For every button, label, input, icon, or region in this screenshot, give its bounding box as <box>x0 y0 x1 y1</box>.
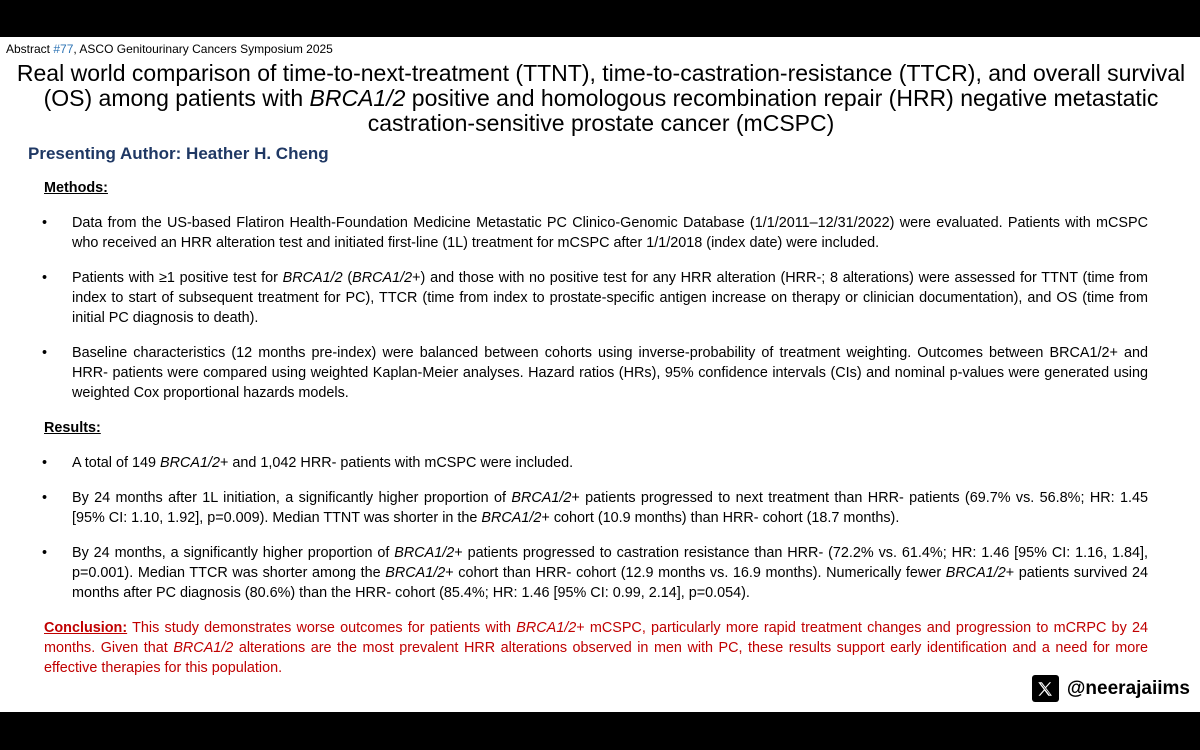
results-bullet-2: • By 24 months after 1L initiation, a significantly higher proportion of BRCA1/2+ patients progressed to next treatment than HRR- patients (69.7% vs. 56.8%; HR: 1.45 [95% CI: 1.10, 1.92], p=0.009). Median TTNT was shorter in the BRCA1/2+ cohort (10.9 months) than HRR- cohort (18.7 months). <box>44 488 1148 528</box>
abstract-reference <box>6 42 333 56</box>
methods-bullet-3: • Baseline characteristics (12 months pre-index) were balanced between cohorts using inverse-probability of treatment weighting. Outcomes between BRCA1/2+ and HRR- patients were compared using weighted Kaplan-Meier analyses. Hazard ratios (HRs), 95% confidence intervals (CIs) and nominal p-values were generated using weighted Cox proportional hazards models. <box>44 343 1148 403</box>
methods-bullet-2: • Patients with ≥1 positive test for BRCA1/2 (BRCA1/2+) and those with no positive test for any HRR alteration (HRR-; 8 alterations) were assessed for TTNT (time from index to start of subsequent treatment for PC), TTCR (time from index to prostate-specific antigen increase on therapy or clinician documentation), and OS (time from initial PC diagnosis to death). <box>44 268 1148 328</box>
results-bullet-1: • A total of 149 BRCA1/2+ and 1,042 HRR- patients with mCSPC were included. <box>44 453 1148 473</box>
results-heading: Results: <box>44 420 101 436</box>
abstract-suffix: , ASCO Genitourinary Cancers Symposium 2025 <box>73 42 333 56</box>
conclusion-label: Conclusion: <box>44 620 128 636</box>
abstract-number: #77 <box>53 42 74 56</box>
conclusion-paragraph: Conclusion: This study demonstrates worse outcomes for patients with BRCA1/2+ mCSPC, particularly more rapid treatment changes and progression to mCRPC by 24 months. Given that BRCA1/2 alterations are the most prevalent HRR alterations observed in men with PC, these results support early identification and a need for more effective therapies for this population. <box>44 620 1148 676</box>
social-handle[interactable] <box>1032 675 1190 702</box>
methods-heading: Methods: <box>44 180 108 196</box>
methods-bullet-1: • Data from the US-based Flatiron Health-Foundation Medicine Metastatic PC Clinico-Genomic Database (1/1/2011–12/31/2022) were evaluated. Patients with mCSPC who received an HRR alteration test and initiated first-line (1L) treatment for mCSPC after 1/1/2018 (index date) were included. <box>44 213 1148 253</box>
abstract-body <box>44 178 1148 678</box>
handle-text[interactable]: @neerajaiims <box>1066 677 1190 699</box>
slide-title: Real world comparison of time-to-next-treatment (TTNT), time-to-castration-resistance (TTCR), and overall survival (OS) among patients with BRCA1/2 positive and homologous recombination repair (HRR) negative metastatic castration-sensitive prostate cancer (mCSPC) <box>16 60 1186 136</box>
abstract-prefix: Abstract <box>6 42 54 56</box>
x-logo-icon <box>1032 675 1059 702</box>
results-bullet-3: • By 24 months, a significantly higher proportion of BRCA1/2+ patients progressed to castration resistance than HRR- (72.2% vs. 61.4%; HR: 1.46 [95% CI: 1.16, 1.84], p=0.001). Median TTCR was shorter among the BRCA1/2+ cohort than HRR- cohort (12.9 months vs. 16.9 months). Numerically fewer BRCA1/2+ patients survived 24 months after PC diagnosis (80.6%) than the HRR- cohort (85.4%; HR: 1.46 [95% CI: 0.99, 2.14], p=0.054). <box>44 543 1148 603</box>
presenting-author: Presenting Author: Heather H. Cheng <box>28 144 329 163</box>
slide <box>0 37 1200 712</box>
